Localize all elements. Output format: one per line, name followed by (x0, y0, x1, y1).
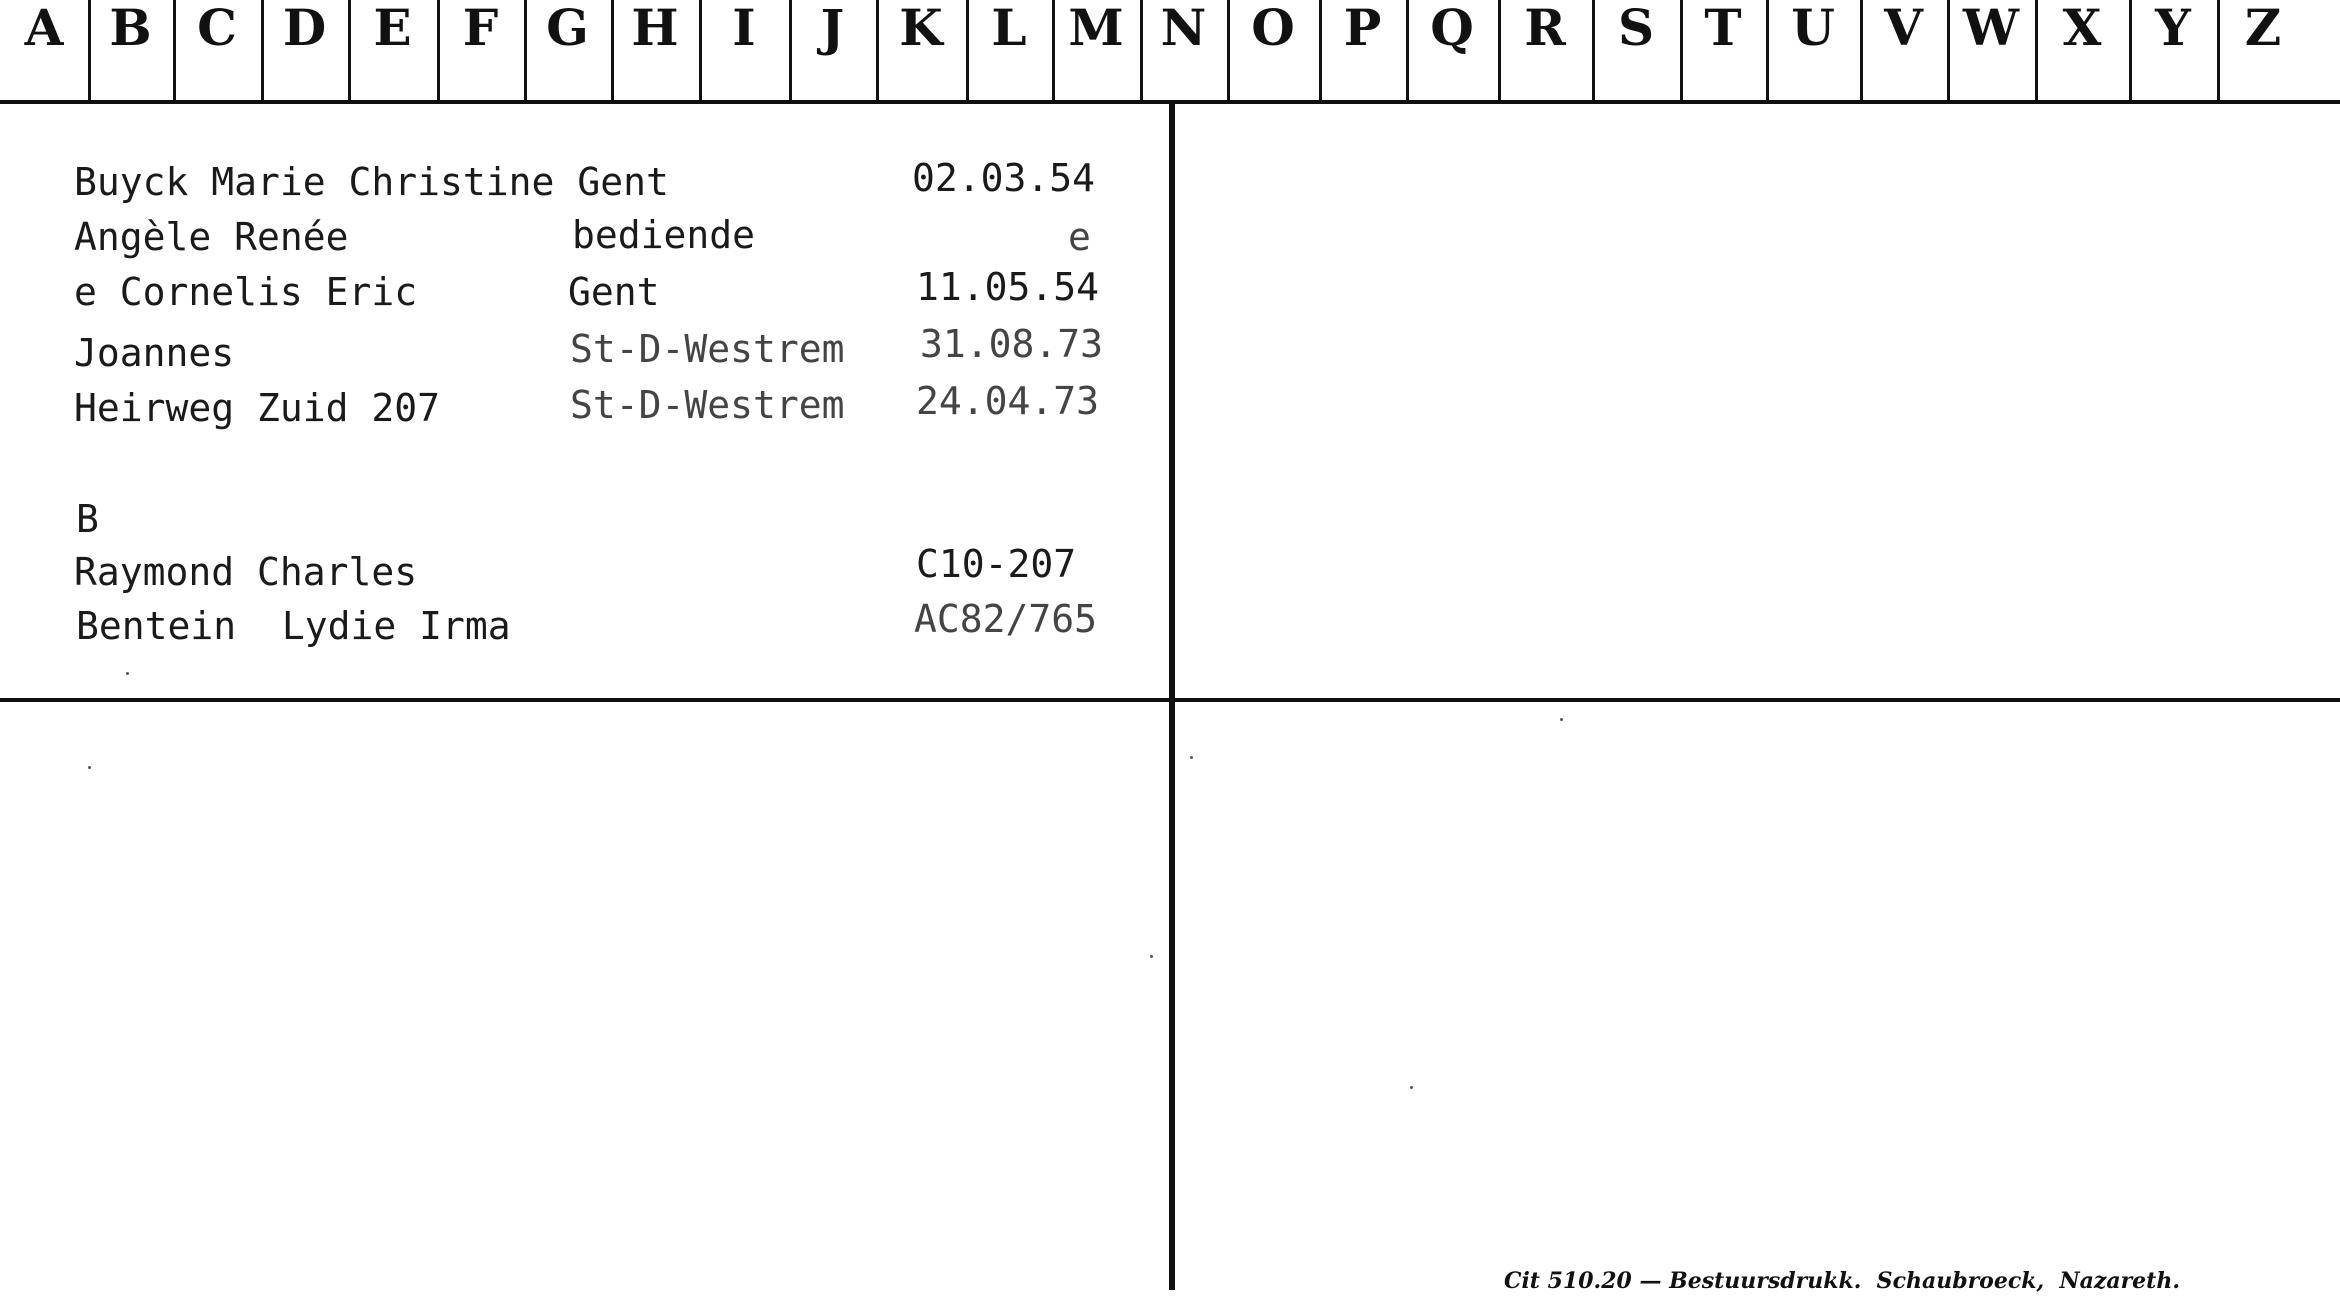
center-divider (1169, 100, 1175, 1290)
entry-line-2-name: Angèle Renée (74, 215, 349, 259)
alphabet-letter-v: V (1860, 0, 1947, 100)
alphabet-letter-e: E (348, 0, 437, 100)
alphabet-letter-d: D (261, 0, 348, 100)
entry-line-5-name: Heirweg Zuid 207 (74, 386, 441, 430)
alphabet-letter-t: T (1680, 0, 1766, 100)
alphabet-letter-x: X (2035, 0, 2129, 100)
printer-imprint: Cit 510.20 — Bestuursdrukk. Schaubroeck, Nazareth. (1503, 1268, 2180, 1294)
entry-line-5-date: 24.04.73 (916, 379, 1100, 423)
alphabet-letter-p: P (1319, 0, 1406, 100)
alphabet-letter-m: M (1052, 0, 1140, 100)
alphabet-letter-k: K (876, 0, 966, 100)
alphabet-index-row (0, 0, 2340, 100)
alphabet-letter-r: R (1498, 0, 1592, 100)
entry-line-4-place: St-D-Westrem (570, 327, 845, 371)
alphabet-letter-j: J (789, 0, 876, 100)
alphabet-letter-f: F (437, 0, 524, 100)
middle-divider (0, 698, 2340, 702)
alphabet-letter-h: H (611, 0, 699, 100)
entry-line-1-date: 02.03.54 (912, 156, 1096, 200)
scan-speck (88, 766, 91, 769)
alphabet-letter-b: B (88, 0, 173, 100)
parent-1-code: C10-207 (916, 542, 1077, 586)
section-letter: B (76, 497, 99, 541)
alphabet-letter-q: Q (1406, 0, 1498, 100)
parent-1-name: Raymond Charles (74, 550, 418, 594)
entry-line-1-name: Buyck Marie Christine Gent (74, 160, 669, 204)
entry-line-3-name: e Cornelis Eric (74, 270, 418, 314)
alphabet-letter-g: G (524, 0, 611, 100)
alphabet-letter-s: S (1592, 0, 1680, 100)
entry-line-3-place: Gent (568, 270, 660, 314)
alphabet-letter-i: I (699, 0, 789, 100)
entry-line-2-date: e (1068, 215, 1091, 259)
entry-line-3-date: 11.05.54 (916, 265, 1100, 309)
scan-speck (1150, 955, 1153, 958)
alphabet-letter-c: C (173, 0, 261, 100)
scan-speck (1410, 1086, 1413, 1089)
alphabet-letter-a: A (24, 0, 64, 57)
alphabet-letter-w: W (1947, 0, 2035, 100)
alphabet-letter-z: Z (2217, 0, 2309, 100)
scan-speck (126, 672, 129, 675)
alphabet-letter-u: U (1766, 0, 1860, 100)
entry-line-5-place: St-D-Westrem (570, 383, 845, 427)
parent-2-code: AC82/765 (914, 597, 1098, 641)
entry-line-4-name: Joannes (74, 331, 235, 375)
entry-line-2-place: bediende (572, 213, 756, 257)
scan-speck (1560, 718, 1563, 721)
alphabet-letter-y: Y (2129, 0, 2217, 100)
scan-speck (1190, 756, 1193, 759)
parent-2-name: Bentein Lydie Irma (76, 604, 511, 648)
alphabet-letter-o: O (1227, 0, 1319, 100)
entry-line-4-date: 31.08.73 (920, 322, 1104, 366)
alphabet-letter-l: L (966, 0, 1052, 100)
alphabet-letter-n: N (1140, 0, 1227, 100)
